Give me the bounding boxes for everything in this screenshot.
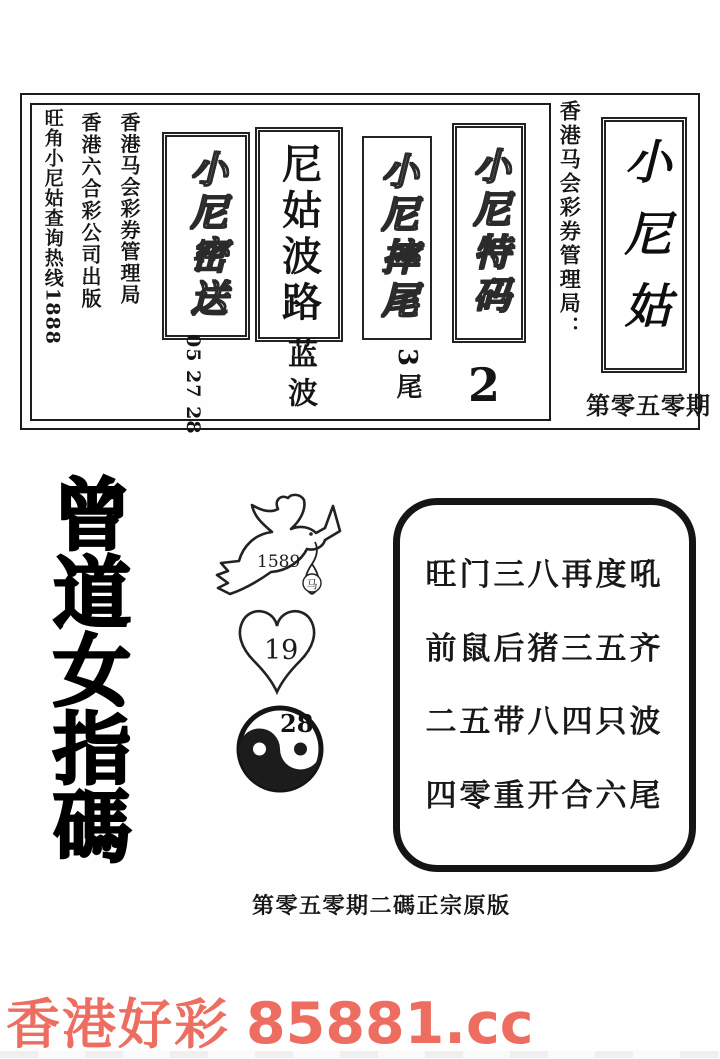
verse-line: 四零重开合六尾 [425, 777, 664, 814]
hotline-column: 旺角小尼姑查询热线1888 [41, 108, 64, 345]
masthead-title: 曾道女指碼 [40, 474, 130, 864]
dove-number: 1589 [257, 552, 301, 572]
dove-tag-character: 马 [306, 578, 318, 591]
verse-box [393, 498, 696, 872]
tip-value-wave-road: 蓝波 [282, 338, 317, 416]
verse-line: 二五带八四只波 [425, 704, 664, 741]
tip-value-tail: 3尾 [392, 348, 422, 407]
yinyang-white-dot [253, 743, 266, 756]
tip-box-wave-road [255, 127, 343, 342]
site-brand-text: 香港好彩 [6, 993, 230, 1056]
taiji-number: 28 [280, 709, 314, 738]
yinyang-dark-dot [294, 743, 307, 756]
scan-noise-strip [0, 1051, 720, 1058]
issue-label: 第零五零期 [586, 391, 711, 420]
dove-eye [309, 532, 313, 536]
site-domain-text: 85881.cc [246, 991, 534, 1057]
tip-value-secret-numbers: 05 27 28 [182, 334, 204, 435]
yinyang-icon [234, 704, 326, 794]
tip-box-tail [362, 136, 432, 340]
brand-box [601, 117, 687, 373]
publisher-column: 香港六合彩公司出版 [78, 112, 102, 310]
verse-line: 前鼠后猪三五齐 [425, 630, 664, 667]
brand-box-title: 小尼姑 [616, 137, 672, 353]
tip-box-title: 小尼密送 [184, 150, 228, 322]
site-banner [6, 982, 534, 1059]
authority-column-right: 香港马会彩券管理局： [557, 100, 583, 340]
tip-box-secret-numbers [162, 132, 250, 340]
tip-box-title: 尼姑波路 [275, 142, 323, 327]
authority-column-left: 香港马会彩券管理局 [117, 112, 141, 306]
dove-outline [217, 495, 340, 594]
tip-value-special-number: 2 [467, 358, 500, 412]
verse-line: 旺门三八再度吼 [425, 557, 664, 594]
heart-number: 19 [264, 635, 299, 666]
tip-box-title: 小尼摔尾 [375, 152, 419, 324]
tip-box-title: 小尼特码 [467, 147, 511, 319]
heart-icon [234, 601, 320, 697]
tip-box-special-number [452, 123, 526, 343]
dove-tag-string [312, 542, 317, 564]
edition-caption: 第零五零期二碼正宗原版 [252, 893, 511, 919]
